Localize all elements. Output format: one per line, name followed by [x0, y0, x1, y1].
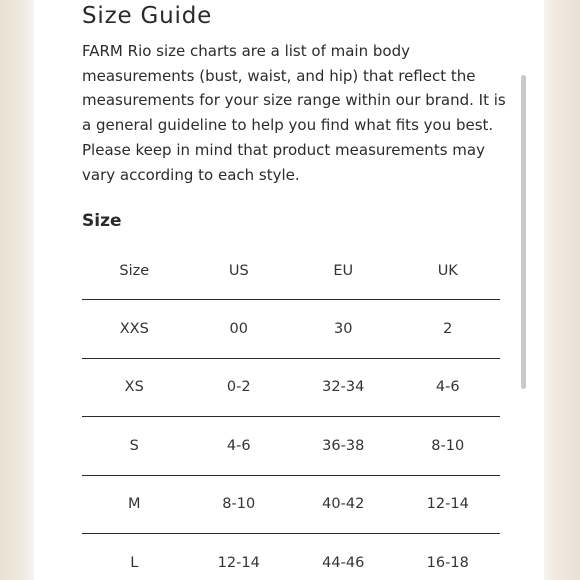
table-cell-us: 0-2 [226, 379, 251, 396]
column-header-uk: UK [437, 262, 458, 279]
table-cell-uk: 12-14 [426, 496, 469, 513]
table-cell-us: 12-14 [217, 554, 260, 571]
table-cell-size: XS [124, 379, 144, 396]
table-cell-eu: 30 [334, 320, 353, 337]
table-cell-us: 8-10 [222, 496, 256, 513]
background-right [544, 0, 580, 580]
table-cell-size: XXS [119, 320, 149, 337]
table-cell-uk: 16-18 [426, 554, 469, 571]
table-row [82, 534, 500, 580]
table-cell-size: S [129, 437, 139, 454]
table-cell-uk: 8-10 [431, 437, 465, 454]
page-title: Size Guide [82, 3, 213, 29]
size-section-heading: Size [82, 211, 122, 231]
table-cell-eu: 40-42 [322, 496, 365, 513]
table-cell-eu: 36-38 [322, 437, 365, 454]
table-cell-us: 00 [229, 320, 248, 337]
background-left [0, 0, 34, 580]
table-row [82, 359, 500, 418]
table-header-row [82, 242, 500, 300]
column-header-eu: EU [333, 262, 354, 279]
guide-description: FARM Rio size charts are a list of main body measurements (bust, waist, and hip) that reflect the measurements for your size range within our brand. It is a general guideline to help you find what fits you best. Please keep in mind that product measurements may vary according to each style. [82, 42, 506, 184]
table-row [82, 476, 500, 535]
column-header-us: US [228, 262, 249, 279]
size-guide-panel [34, 0, 544, 580]
scrollbar-thumb[interactable] [521, 75, 526, 389]
table-row [82, 300, 500, 359]
table-cell-uk: 4-6 [435, 379, 460, 396]
table-cell-uk: 2 [443, 320, 453, 337]
column-header-size: Size [119, 262, 150, 279]
table-cell-eu: 32-34 [322, 379, 365, 396]
table-cell-size: M [127, 496, 141, 513]
size-table [82, 242, 500, 580]
table-cell-size: L [130, 554, 139, 571]
table-row [82, 417, 500, 476]
table-cell-us: 4-6 [226, 437, 251, 454]
table-cell-eu: 44-46 [322, 554, 365, 571]
